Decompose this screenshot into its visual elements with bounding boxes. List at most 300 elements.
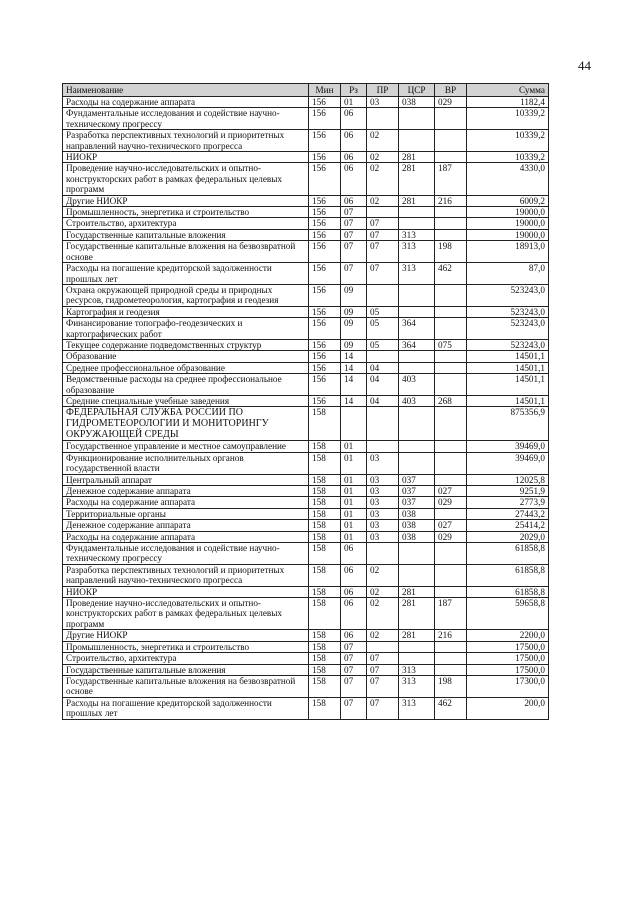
cell-pr: 03: [367, 520, 399, 531]
cell-csr: [399, 207, 435, 218]
cell-vr: [435, 407, 467, 441]
cell-vr: [435, 452, 467, 474]
cell-pr: 02: [367, 152, 399, 163]
cell-pr: 05: [367, 318, 399, 340]
table-row: [63, 218, 549, 229]
cell-sum: 61858,8: [467, 543, 549, 565]
cell-min: 156: [309, 306, 341, 317]
cell-name: Территориальные органы: [63, 508, 309, 519]
cell-pr: 04: [367, 374, 399, 396]
cell-name: Фундаментальные исследования и содействие научно-техническому прогрессу: [63, 108, 309, 130]
cell-name: Картография и геодезия: [63, 306, 309, 317]
table-row: [63, 263, 549, 285]
cell-min: 158: [309, 531, 341, 542]
cell-name: Государственные капитальные вложения: [63, 229, 309, 240]
cell-name: Государственные капитальные вложения на безвозвратной основе: [63, 241, 309, 263]
cell-csr: 281: [399, 586, 435, 597]
cell-sum: 523243,0: [467, 284, 549, 306]
cell-min: 158: [309, 630, 341, 641]
cell-vr: [435, 641, 467, 652]
table-row: [63, 508, 549, 519]
table-row: [63, 339, 549, 350]
cell-sum: 39469,0: [467, 441, 549, 452]
cell-csr: [399, 130, 435, 152]
cell-rz: 14: [341, 395, 367, 406]
cell-rz: 14: [341, 374, 367, 396]
cell-csr: 313: [399, 697, 435, 719]
cell-pr: [367, 108, 399, 130]
cell-min: 158: [309, 564, 341, 586]
cell-rz: 01: [341, 531, 367, 542]
cell-vr: [435, 130, 467, 152]
cell-csr: [399, 564, 435, 586]
cell-name: Охрана окружающей природной среды и природных ресурсов, гидрометеорология, картография и геодезия: [63, 284, 309, 306]
cell-name: Среднее профессиональное образование: [63, 362, 309, 373]
cell-name: Средние специальные учебные заведения: [63, 395, 309, 406]
cell-sum: 17500,0: [467, 664, 549, 675]
cell-rz: 06: [341, 163, 367, 195]
cell-rz: 01: [341, 474, 367, 485]
cell-min: 158: [309, 697, 341, 719]
column-header-pr: ПР: [367, 84, 399, 97]
table-row: [63, 395, 549, 406]
column-header-csr: ЦСР: [399, 84, 435, 97]
cell-rz: 01: [341, 508, 367, 519]
cell-min: 158: [309, 407, 341, 441]
cell-pr: 07: [367, 229, 399, 240]
cell-rz: 01: [341, 452, 367, 474]
cell-name: Другие НИОКР: [63, 630, 309, 641]
cell-sum: 17500,0: [467, 641, 549, 652]
table-row: [63, 452, 549, 474]
cell-rz: 14: [341, 351, 367, 362]
cell-csr: 038: [399, 97, 435, 108]
cell-rz: 07: [341, 675, 367, 697]
table-row: [63, 362, 549, 373]
cell-sum: 1182,4: [467, 97, 549, 108]
cell-rz: 01: [341, 486, 367, 497]
cell-rz: 07: [341, 653, 367, 664]
cell-name: Другие НИОКР: [63, 195, 309, 206]
cell-min: 156: [309, 152, 341, 163]
cell-name: Разработка перспективных технологий и приоритетных направлений научно-технического прогресса: [63, 130, 309, 152]
cell-rz: 09: [341, 306, 367, 317]
cell-pr: 07: [367, 263, 399, 285]
table-row: [63, 697, 549, 719]
cell-min: 156: [309, 395, 341, 406]
cell-pr: 03: [367, 97, 399, 108]
cell-pr: 07: [367, 675, 399, 697]
cell-name: НИОКР: [63, 586, 309, 597]
cell-vr: 187: [435, 598, 467, 630]
cell-rz: 06: [341, 130, 367, 152]
cell-min: 158: [309, 664, 341, 675]
cell-rz: 06: [341, 630, 367, 641]
table-row: [63, 598, 549, 630]
cell-name: Образование: [63, 351, 309, 362]
cell-sum: 14501,1: [467, 362, 549, 373]
cell-sum: 2773,9: [467, 497, 549, 508]
cell-vr: 187: [435, 163, 467, 195]
table-row: [63, 130, 549, 152]
cell-sum: 10339,2: [467, 152, 549, 163]
table-row: [63, 441, 549, 452]
cell-rz: 01: [341, 441, 367, 452]
cell-csr: 313: [399, 664, 435, 675]
cell-sum: 12025,8: [467, 474, 549, 485]
cell-min: 158: [309, 653, 341, 664]
cell-name: Строительство, архитектура: [63, 218, 309, 229]
cell-sum: 18913,0: [467, 241, 549, 263]
cell-rz: 07: [341, 263, 367, 285]
cell-rz: 01: [341, 497, 367, 508]
cell-pr: 02: [367, 630, 399, 641]
cell-min: 158: [309, 441, 341, 452]
cell-name: Расходы на содержание аппарата: [63, 97, 309, 108]
cell-rz: 01: [341, 520, 367, 531]
cell-pr: 03: [367, 486, 399, 497]
cell-pr: 04: [367, 362, 399, 373]
cell-csr: [399, 362, 435, 373]
cell-csr: [399, 452, 435, 474]
cell-vr: 462: [435, 263, 467, 285]
table-row: [63, 207, 549, 218]
cell-min: 158: [309, 486, 341, 497]
cell-csr: [399, 407, 435, 441]
cell-sum: 2029,0: [467, 531, 549, 542]
cell-vr: [435, 351, 467, 362]
cell-min: 156: [309, 263, 341, 285]
cell-csr: 313: [399, 229, 435, 240]
cell-name: Государственное управление и местное самоуправление: [63, 441, 309, 452]
cell-sum: 19000,0: [467, 229, 549, 240]
cell-pr: 02: [367, 195, 399, 206]
cell-csr: 403: [399, 395, 435, 406]
cell-vr: [435, 374, 467, 396]
cell-pr: [367, 284, 399, 306]
cell-vr: 029: [435, 497, 467, 508]
cell-sum: 4330,0: [467, 163, 549, 195]
page-number: 44: [578, 58, 591, 73]
cell-min: 156: [309, 97, 341, 108]
cell-vr: [435, 543, 467, 565]
cell-min: 156: [309, 229, 341, 240]
cell-csr: [399, 543, 435, 565]
cell-sum: 10339,2: [467, 130, 549, 152]
cell-name: Функционирование исполнительных органов государственной власти: [63, 452, 309, 474]
cell-csr: 313: [399, 241, 435, 263]
cell-csr: 313: [399, 263, 435, 285]
cell-rz: 07: [341, 241, 367, 263]
cell-pr: 02: [367, 564, 399, 586]
cell-name: Государственные капитальные вложения: [63, 664, 309, 675]
cell-pr: 02: [367, 586, 399, 597]
cell-min: 156: [309, 207, 341, 218]
cell-sum: 25414,2: [467, 520, 549, 531]
cell-name: Проведение научно-исследовательских и опытно-конструкторских работ в рамках федеральных целевых программ: [63, 163, 309, 195]
cell-min: 156: [309, 195, 341, 206]
cell-sum: 39469,0: [467, 452, 549, 474]
cell-rz: 01: [341, 97, 367, 108]
cell-rz: 07: [341, 641, 367, 652]
table-row: [63, 531, 549, 542]
cell-vr: [435, 508, 467, 519]
cell-name: Расходы на погашение кредиторской задолженности прошлых лет: [63, 697, 309, 719]
cell-pr: [367, 543, 399, 565]
cell-rz: 07: [341, 664, 367, 675]
cell-pr: [367, 207, 399, 218]
cell-min: 158: [309, 586, 341, 597]
cell-name: Расходы на содержание аппарата: [63, 497, 309, 508]
table-row: [63, 486, 549, 497]
cell-pr: [367, 441, 399, 452]
cell-min: 158: [309, 508, 341, 519]
cell-min: 156: [309, 284, 341, 306]
cell-name: Промышленность, энергетика и строительство: [63, 207, 309, 218]
cell-csr: 037: [399, 497, 435, 508]
cell-min: 156: [309, 108, 341, 130]
cell-csr: 038: [399, 531, 435, 542]
cell-sum: 2200,0: [467, 630, 549, 641]
cell-csr: [399, 306, 435, 317]
table-row: [63, 630, 549, 641]
cell-sum: 17500,0: [467, 653, 549, 664]
cell-min: 156: [309, 339, 341, 350]
column-header-vr: ВР: [435, 84, 467, 97]
cell-vr: 027: [435, 486, 467, 497]
cell-csr: 281: [399, 195, 435, 206]
cell-vr: 027: [435, 520, 467, 531]
column-header-min: Мин: [309, 84, 341, 97]
cell-min: 156: [309, 218, 341, 229]
cell-min: 158: [309, 452, 341, 474]
cell-vr: [435, 218, 467, 229]
cell-vr: [435, 152, 467, 163]
cell-vr: 029: [435, 531, 467, 542]
cell-csr: 037: [399, 474, 435, 485]
table-row: [63, 229, 549, 240]
cell-name: Разработка перспективных технологий и приоритетных направлений научно-технического прогресса: [63, 564, 309, 586]
cell-min: 156: [309, 362, 341, 373]
cell-csr: [399, 441, 435, 452]
cell-rz: 07: [341, 207, 367, 218]
cell-pr: 07: [367, 241, 399, 263]
cell-csr: 281: [399, 152, 435, 163]
cell-sum: 61858,8: [467, 586, 549, 597]
cell-vr: [435, 564, 467, 586]
table-row: [63, 675, 549, 697]
cell-rz: 06: [341, 543, 367, 565]
cell-min: 156: [309, 374, 341, 396]
cell-vr: [435, 229, 467, 240]
cell-csr: [399, 218, 435, 229]
cell-sum: 87,0: [467, 263, 549, 285]
cell-csr: 281: [399, 630, 435, 641]
cell-rz: 06: [341, 564, 367, 586]
cell-sum: 14501,1: [467, 374, 549, 396]
cell-pr: 03: [367, 508, 399, 519]
column-header-sum: Сумма: [467, 84, 549, 97]
cell-pr: 05: [367, 306, 399, 317]
cell-pr: 03: [367, 474, 399, 485]
cell-min: 156: [309, 130, 341, 152]
cell-min: 156: [309, 241, 341, 263]
cell-csr: 364: [399, 339, 435, 350]
cell-name: Расходы на погашение кредиторской задолженности прошлых лет: [63, 263, 309, 285]
cell-vr: [435, 318, 467, 340]
cell-csr: 281: [399, 163, 435, 195]
cell-csr: 038: [399, 508, 435, 519]
cell-vr: 216: [435, 630, 467, 641]
cell-sum: 200,0: [467, 697, 549, 719]
cell-csr: [399, 108, 435, 130]
cell-pr: 07: [367, 697, 399, 719]
cell-csr: 038: [399, 520, 435, 531]
cell-pr: 05: [367, 339, 399, 350]
cell-vr: [435, 586, 467, 597]
table-row: [63, 543, 549, 565]
cell-name: НИОКР: [63, 152, 309, 163]
budget-table: [62, 83, 549, 720]
cell-vr: 029: [435, 97, 467, 108]
table-row: [63, 108, 549, 130]
cell-sum: 523243,0: [467, 306, 549, 317]
cell-rz: 07: [341, 218, 367, 229]
cell-rz: 07: [341, 229, 367, 240]
cell-sum: 27443,2: [467, 508, 549, 519]
cell-sum: 14501,1: [467, 395, 549, 406]
cell-pr: 07: [367, 664, 399, 675]
table-row: [63, 474, 549, 485]
cell-min: 158: [309, 497, 341, 508]
cell-name: Центральный аппарат: [63, 474, 309, 485]
cell-pr: 07: [367, 653, 399, 664]
table-row: [63, 586, 549, 597]
cell-vr: [435, 108, 467, 130]
cell-sum: 523243,0: [467, 339, 549, 350]
table-row: [63, 374, 549, 396]
cell-min: 158: [309, 520, 341, 531]
cell-csr: 313: [399, 675, 435, 697]
cell-rz: 06: [341, 108, 367, 130]
cell-sum: 14501,1: [467, 351, 549, 362]
cell-sum: 523243,0: [467, 318, 549, 340]
cell-name: Строительство, архитектура: [63, 653, 309, 664]
cell-csr: [399, 351, 435, 362]
column-header-name: Наименование: [63, 84, 309, 97]
cell-pr: 03: [367, 531, 399, 542]
cell-name: Фундаментальные исследования и содействие научно-техническому прогрессу: [63, 543, 309, 565]
cell-pr: 03: [367, 452, 399, 474]
table-row: [63, 284, 549, 306]
cell-min: 156: [309, 318, 341, 340]
cell-pr: [367, 351, 399, 362]
table-header-row: [63, 84, 549, 97]
cell-name: Денежное содержание аппарата: [63, 486, 309, 497]
cell-sum: 59658,8: [467, 598, 549, 630]
cell-csr: 037: [399, 486, 435, 497]
cell-rz: 14: [341, 362, 367, 373]
cell-vr: 075: [435, 339, 467, 350]
cell-name: Денежное содержание аппарата: [63, 520, 309, 531]
cell-rz: 06: [341, 152, 367, 163]
cell-rz: 06: [341, 598, 367, 630]
cell-min: 158: [309, 474, 341, 485]
cell-pr: 07: [367, 218, 399, 229]
cell-sum: 19000,0: [467, 218, 549, 229]
cell-csr: [399, 284, 435, 306]
cell-vr: [435, 207, 467, 218]
cell-vr: 198: [435, 675, 467, 697]
table-row: [63, 152, 549, 163]
cell-name: Ведомственные расходы на среднее профессиональное образование: [63, 374, 309, 396]
cell-min: 158: [309, 641, 341, 652]
cell-sum: 61858,8: [467, 564, 549, 586]
table-row: [63, 163, 549, 195]
cell-sum: 9251,9: [467, 486, 549, 497]
cell-sum: 19000,0: [467, 207, 549, 218]
cell-name: Текущее содержание подведомственных структур: [63, 339, 309, 350]
cell-vr: [435, 441, 467, 452]
cell-rz: 09: [341, 284, 367, 306]
table-row: [63, 407, 549, 441]
cell-vr: [435, 474, 467, 485]
cell-min: 156: [309, 351, 341, 362]
cell-min: 156: [309, 163, 341, 195]
cell-pr: 02: [367, 163, 399, 195]
table-row: [63, 241, 549, 263]
cell-vr: [435, 653, 467, 664]
table-row: [63, 664, 549, 675]
cell-name: Проведение научно-исследовательских и опытно-конструкторских работ в рамках федеральных целевых программ: [63, 598, 309, 630]
cell-pr: 03: [367, 497, 399, 508]
cell-rz: [341, 407, 367, 441]
cell-csr: [399, 641, 435, 652]
cell-vr: [435, 362, 467, 373]
cell-rz: 09: [341, 318, 367, 340]
table-row: [63, 97, 549, 108]
table-row: [63, 564, 549, 586]
cell-csr: 364: [399, 318, 435, 340]
cell-sum: 17300,0: [467, 675, 549, 697]
column-header-rz: Рз: [341, 84, 367, 97]
cell-rz: 09: [341, 339, 367, 350]
cell-name: Финансирование топографо-геодезических и картографических работ: [63, 318, 309, 340]
cell-vr: 462: [435, 697, 467, 719]
cell-rz: 06: [341, 586, 367, 597]
table-row: [63, 318, 549, 340]
table-row: [63, 306, 549, 317]
cell-vr: 268: [435, 395, 467, 406]
cell-name: Государственные капитальные вложения на безвозвратной основе: [63, 675, 309, 697]
cell-name: Расходы на содержание аппарата: [63, 531, 309, 542]
table-row: [63, 520, 549, 531]
cell-vr: [435, 306, 467, 317]
cell-vr: 198: [435, 241, 467, 263]
cell-pr: 02: [367, 598, 399, 630]
cell-sum: 6009,2: [467, 195, 549, 206]
cell-vr: [435, 664, 467, 675]
cell-pr: [367, 641, 399, 652]
cell-rz: 07: [341, 697, 367, 719]
cell-pr: 04: [367, 395, 399, 406]
cell-name: Промышленность, энергетика и строительство: [63, 641, 309, 652]
cell-min: 158: [309, 598, 341, 630]
cell-csr: 403: [399, 374, 435, 396]
cell-vr: [435, 284, 467, 306]
cell-rz: 06: [341, 195, 367, 206]
table-row: [63, 653, 549, 664]
